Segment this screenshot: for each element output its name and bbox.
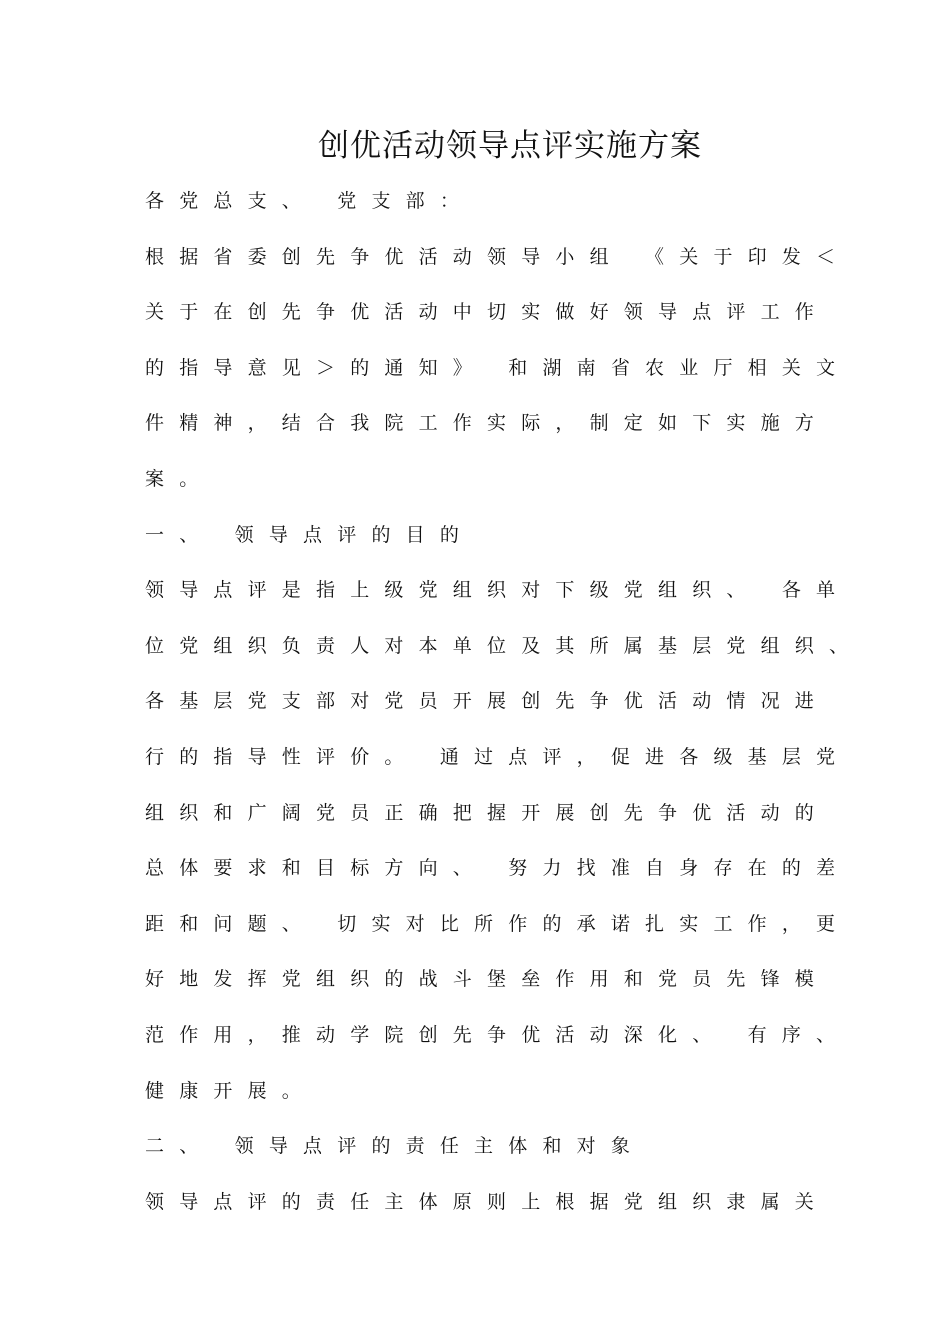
- text-line: 行的指导性评价。 通过点评，促进各级基层党: [145, 745, 851, 768]
- text-line: 位党组织负责人对本单位及其所属基层党组织、: [145, 634, 864, 657]
- text-line: 件精神，结合我院工作实际，制定如下实施方: [145, 412, 830, 435]
- document-title: 创优活动领导点评实施方案: [318, 128, 702, 164]
- section-heading: 二、 领导点评的责任主体和对象: [145, 1135, 646, 1158]
- text-line: 根据省委创先争优活动领导小组 《关于印发＜: [145, 245, 851, 268]
- text-line: 总体要求和目标方向、 努力找准自身存在的差: [145, 857, 851, 880]
- text-line: 好地发挥党组织的战斗堡垒作用和党员先锋模: [145, 968, 830, 991]
- text-line: 各基层党支部对党员开展创先争优活动情况进: [145, 690, 830, 713]
- text-line: 案。: [145, 467, 214, 490]
- document-body: [145, 184, 864, 1240]
- text-line: 范作用，推动学院创先争优活动深化、 有序、: [145, 1023, 851, 1046]
- section-heading: 一、 领导点评的目的: [145, 523, 475, 546]
- text-line: 领导点评是指上级党组织对下级党组织、 各单: [145, 579, 851, 602]
- text-line: 距和问题、 切实对比所作的承诺扎实工作，更: [145, 912, 851, 935]
- text-line: 领导点评的责任主体原则上根据党组织隶属关: [145, 1190, 830, 1213]
- text-line: 的指导意见＞的通知》 和湖南省农业厅相关文: [145, 356, 851, 379]
- text-line: 组织和广阔党员正确把握开展创先争优活动的: [145, 801, 830, 824]
- text-line: 各党总支、 党支部：: [145, 190, 475, 212]
- text-line: 健康开展。: [145, 1079, 317, 1102]
- text-line: 关于在创先争优活动中切实做好领导点评工作: [145, 301, 830, 324]
